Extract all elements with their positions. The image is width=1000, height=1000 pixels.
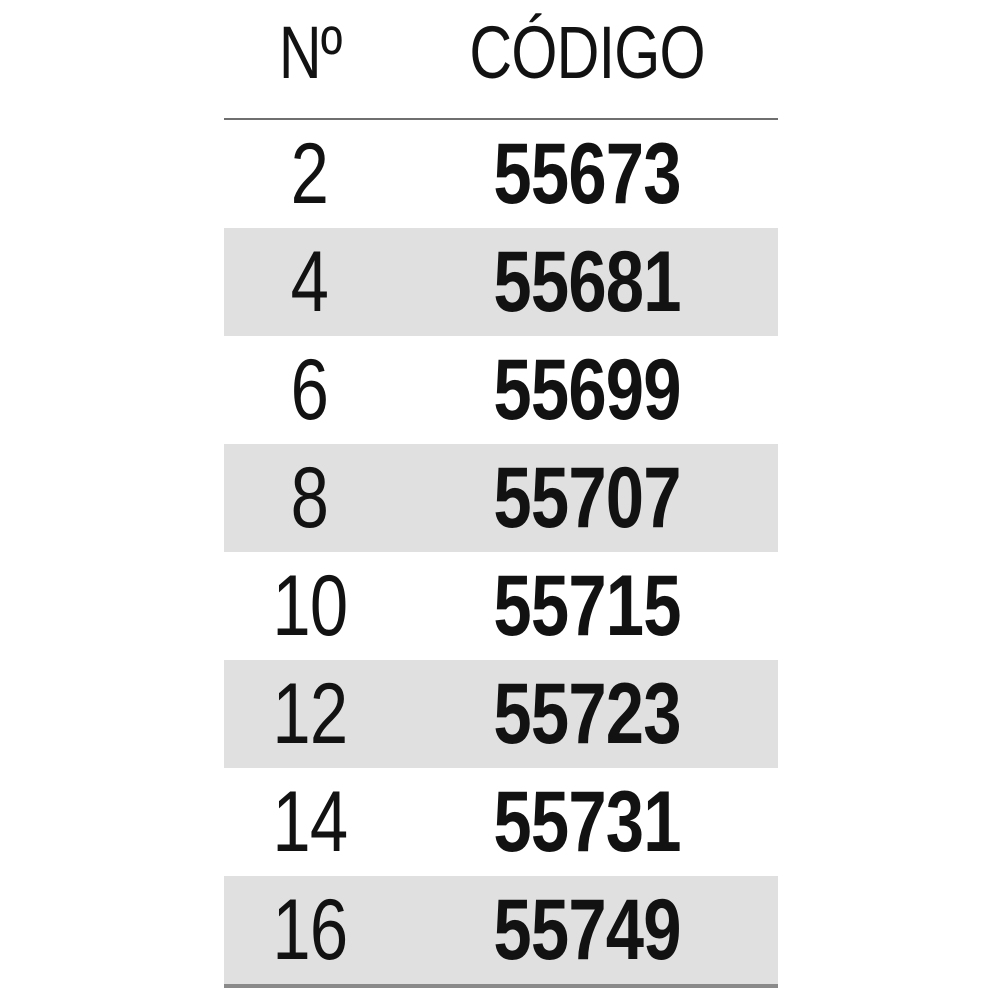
table-row bbox=[224, 228, 778, 336]
number-value: 10 bbox=[272, 557, 348, 654]
header-label-code: CÓDIGO bbox=[469, 10, 705, 94]
code-value: 55723 bbox=[493, 665, 681, 762]
code-value: 55707 bbox=[493, 449, 681, 546]
cell-number bbox=[224, 773, 396, 872]
cell-number bbox=[224, 557, 396, 656]
number-value: 2 bbox=[291, 125, 329, 222]
number-value: 16 bbox=[272, 881, 348, 978]
table-row bbox=[224, 660, 778, 768]
header-cell-number bbox=[224, 10, 396, 109]
number-value: 14 bbox=[272, 773, 348, 870]
cell-number bbox=[224, 665, 396, 764]
cell-code bbox=[396, 881, 778, 980]
table-header-row bbox=[224, 0, 778, 120]
cell-number bbox=[224, 125, 396, 224]
cell-number bbox=[224, 341, 396, 440]
cell-number bbox=[224, 449, 396, 548]
table-row bbox=[224, 552, 778, 660]
cell-code bbox=[396, 125, 778, 224]
table-row bbox=[224, 336, 778, 444]
cell-code bbox=[396, 449, 778, 548]
codes-table bbox=[224, 0, 778, 988]
table-row bbox=[224, 768, 778, 876]
code-value: 55731 bbox=[493, 773, 681, 870]
number-value: 12 bbox=[272, 665, 348, 762]
table-row bbox=[224, 876, 778, 984]
table-row bbox=[224, 444, 778, 552]
number-value: 4 bbox=[291, 233, 329, 330]
cell-code bbox=[396, 773, 778, 872]
code-value: 55699 bbox=[493, 341, 681, 438]
cell-code bbox=[396, 341, 778, 440]
cell-number bbox=[224, 233, 396, 332]
cell-code bbox=[396, 665, 778, 764]
code-value: 55673 bbox=[493, 125, 681, 222]
cell-number bbox=[224, 881, 396, 980]
cell-code bbox=[396, 233, 778, 332]
code-value: 55715 bbox=[493, 557, 681, 654]
code-value: 55749 bbox=[493, 881, 681, 978]
table-row bbox=[224, 120, 778, 228]
cell-code bbox=[396, 557, 778, 656]
table-body bbox=[224, 120, 778, 988]
header-cell-code bbox=[396, 10, 778, 109]
number-value: 6 bbox=[291, 341, 329, 438]
header-label-number: Nº bbox=[278, 10, 342, 94]
number-value: 8 bbox=[291, 449, 329, 546]
code-value: 55681 bbox=[493, 233, 681, 330]
